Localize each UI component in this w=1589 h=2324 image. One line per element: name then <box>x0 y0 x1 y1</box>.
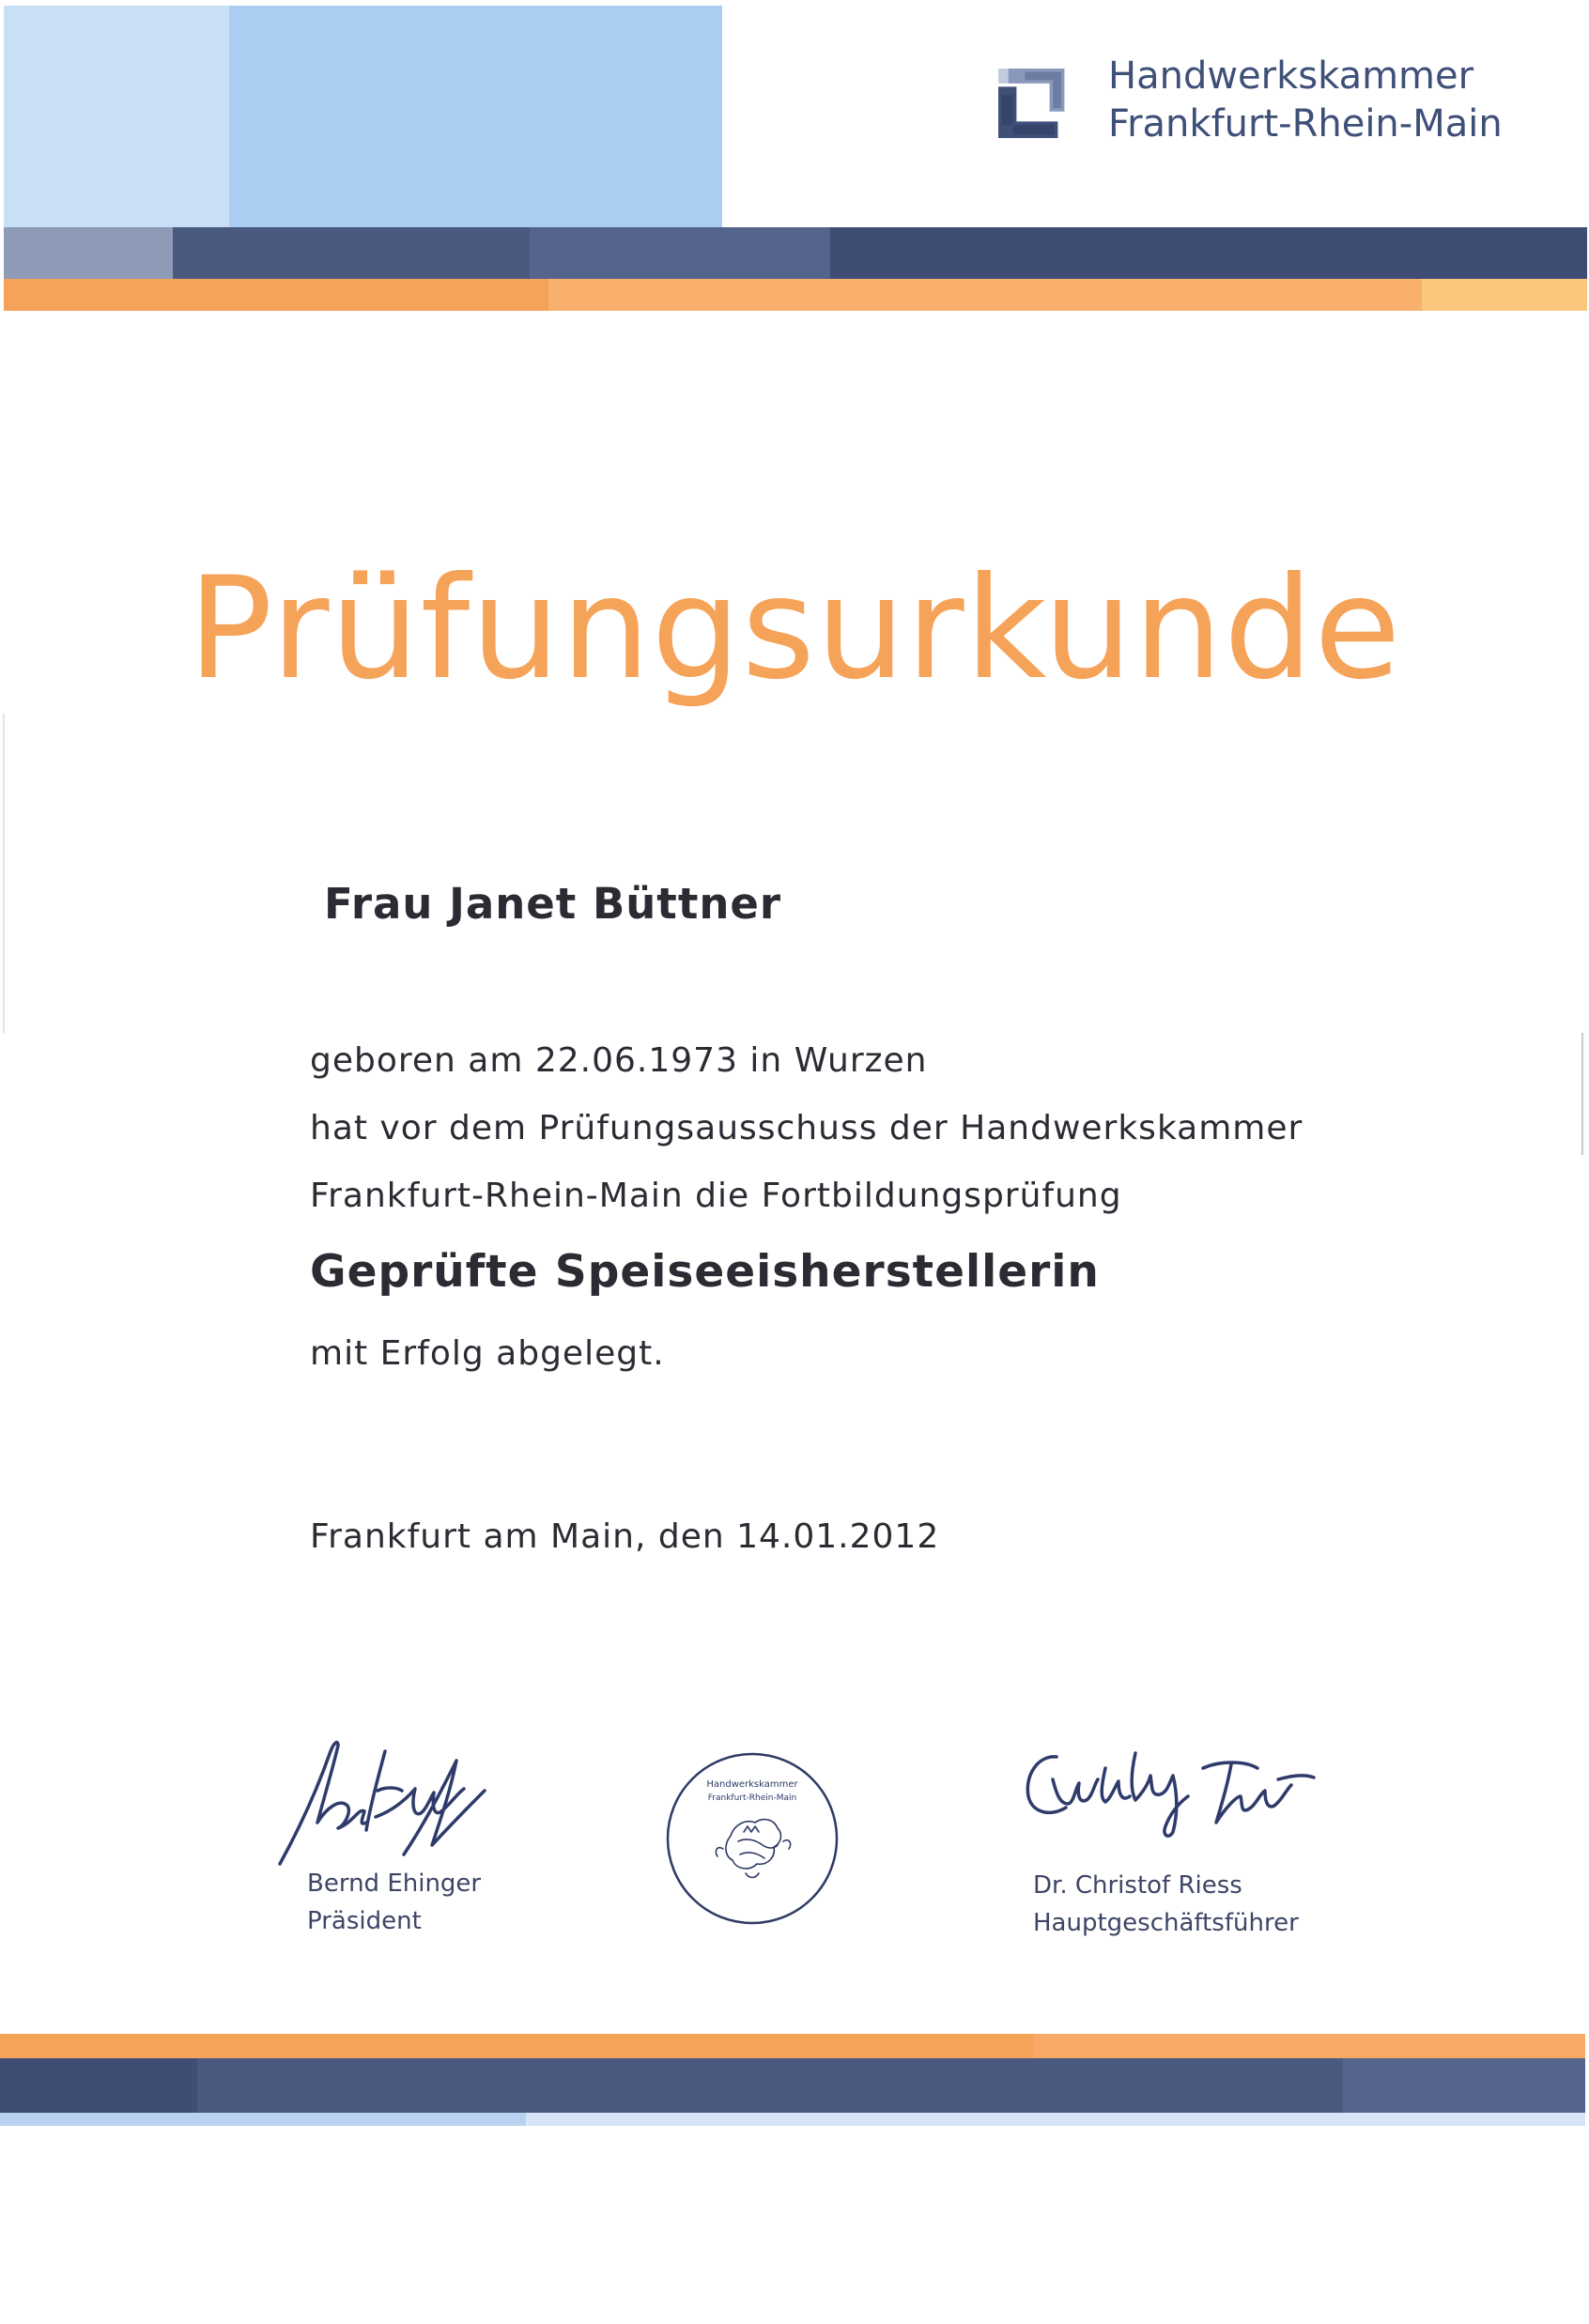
qualification-title: Geprüfte Speiseeisherstellerin <box>310 1246 1100 1298</box>
certificate-title: Prüfungsurkunde <box>188 547 1402 711</box>
official-seal-icon <box>665 1751 840 1926</box>
header-dark-stripe <box>4 227 1587 279</box>
organization-name <box>1108 53 1503 148</box>
place-date: Frankfurt am Main, den 14.01.2012 <box>310 1517 940 1556</box>
signature-right-icon <box>1019 1742 1319 1845</box>
signature-right-caption <box>1033 1867 1299 1942</box>
signer-left-name: Bernd Ehinger <box>307 1870 482 1898</box>
signer-left-role: Präsident <box>307 1907 422 1935</box>
recipient-name: Frau Janet Büttner <box>324 879 782 929</box>
header-light-block <box>4 6 229 227</box>
scan-edge-mark-right <box>1581 1033 1583 1155</box>
signer-right-role: Hauptgeschäftsführer <box>1033 1909 1299 1937</box>
footer-light-stripe <box>0 2113 1585 2126</box>
seal-text-line1: Handwerkskammer <box>706 1779 798 1790</box>
signer-right-name: Dr. Christof Riess <box>1033 1871 1242 1900</box>
birth-line: geboren am 22.06.1973 in Wurzen <box>310 1041 928 1080</box>
body-line-2: Frankfurt-Rhein-Main die Fortbildungsprüfung <box>310 1177 1122 1215</box>
organization-name-line1: Handwerkskammer <box>1108 54 1474 98</box>
header-orange-stripe <box>4 279 1587 311</box>
seal-text-line2: Frankfurt-Rhein-Main <box>707 1793 797 1803</box>
result-line: mit Erfolg abgelegt. <box>310 1334 665 1373</box>
header-blue-block <box>229 6 722 227</box>
scan-edge-mark-left <box>3 714 5 1033</box>
organization-name-line2: Frankfurt-Rhein-Main <box>1108 102 1503 146</box>
signature-left-icon <box>272 1732 488 1873</box>
chamber-logo-icon <box>992 62 1074 145</box>
footer-orange-stripe <box>0 2034 1585 2058</box>
footer-dark-stripe <box>0 2058 1585 2113</box>
signature-left-caption <box>307 1865 481 1940</box>
body-line-1: hat vor dem Prüfungsausschuss der Handwerkskammer <box>310 1109 1304 1147</box>
